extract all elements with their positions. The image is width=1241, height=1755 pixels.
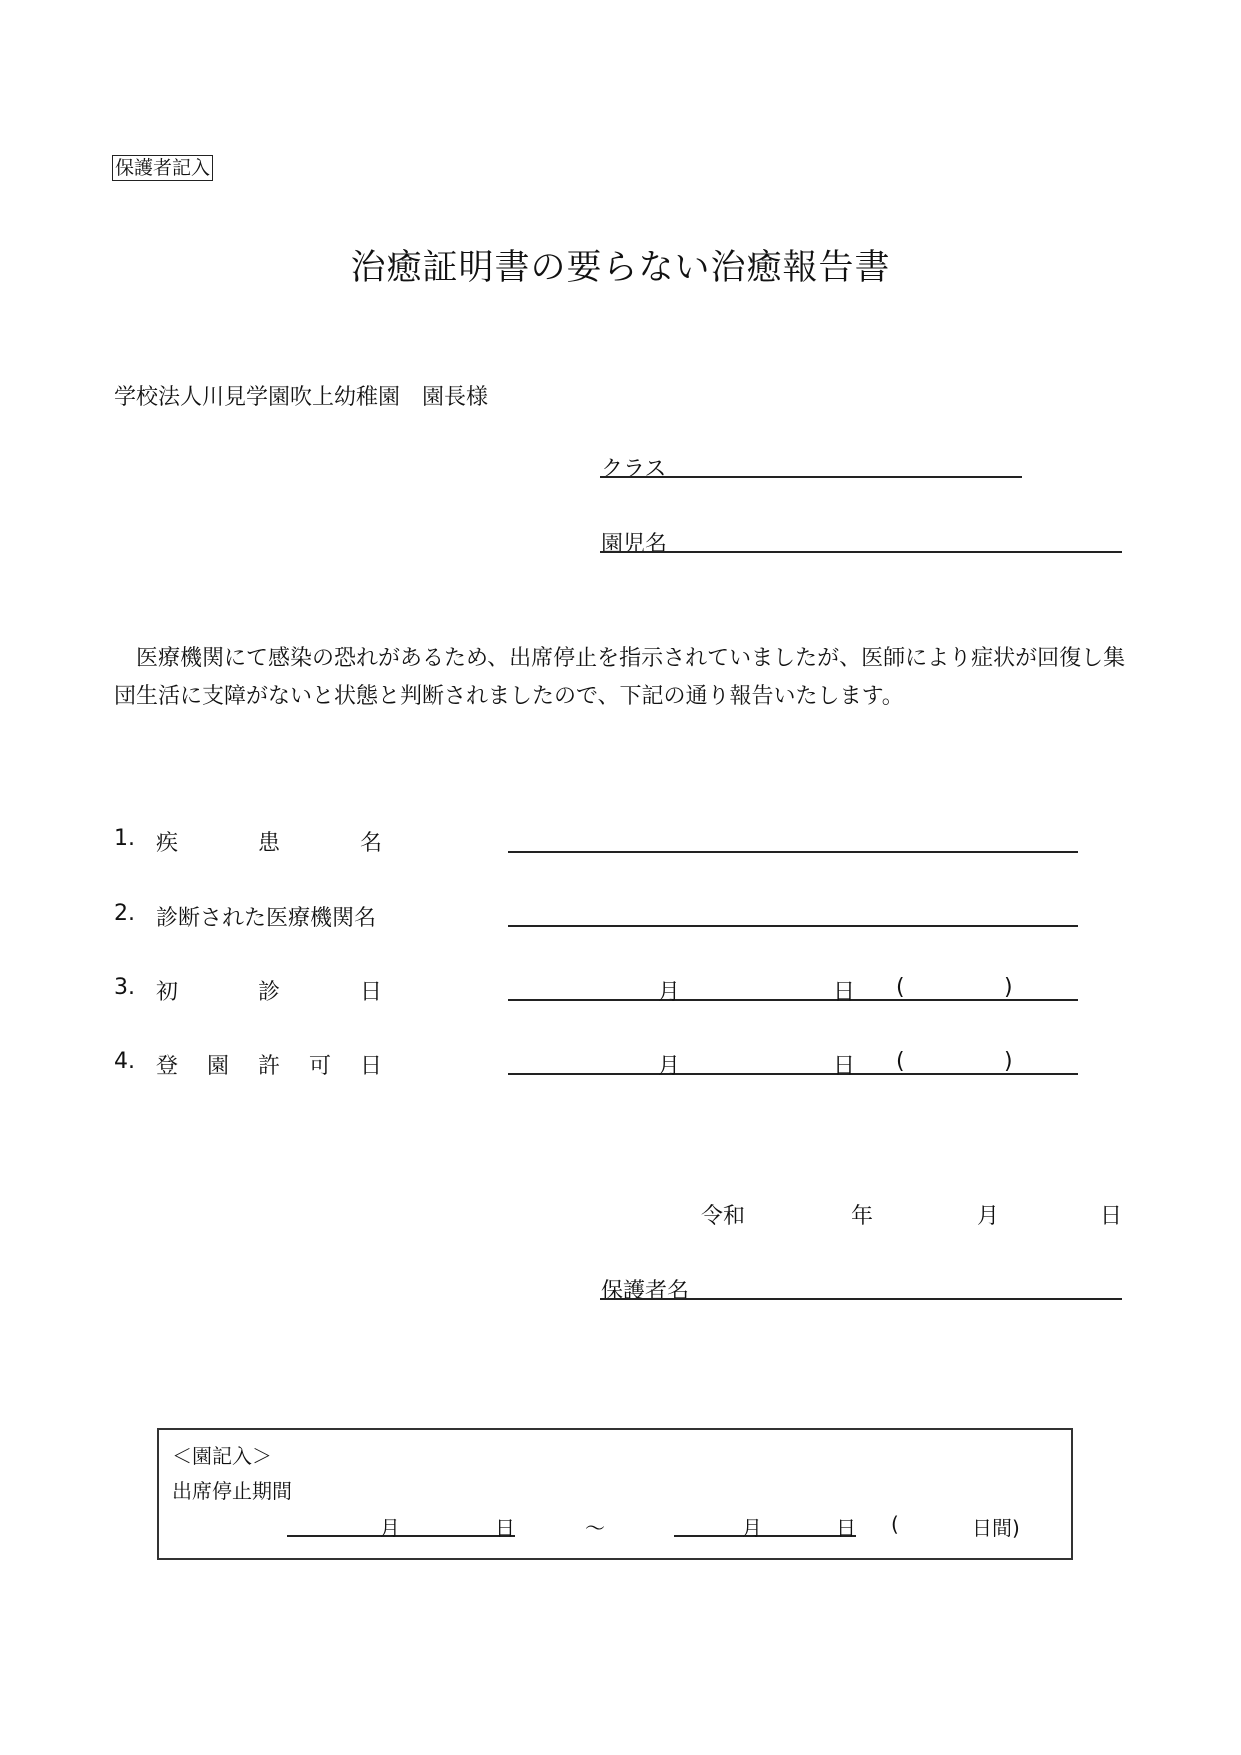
item-4-label-char: 許 [258,1054,281,1079]
guardian-name-input-line[interactable] [600,1298,1122,1300]
date-month-label: 月 [977,1204,1000,1229]
date-day-label: 日 [1100,1204,1123,1229]
page-title: 治癒証明書の要らない治癒報告書 [350,248,891,288]
date-era-label: 令和 [701,1204,746,1229]
suspension-end-month: 月 [742,1516,762,1540]
item-4-label-char: 可 [309,1054,332,1079]
item-1-label-char: 患 [258,831,281,856]
school-entry-box [157,1428,1073,1560]
suspension-period-label: 出席停止期間 [172,1479,292,1503]
date-year-label: 年 [851,1204,874,1229]
item-3-label-char: 初 [156,980,179,1005]
item-1-number: 1. [114,826,135,851]
child-name-label: 園児名 [601,532,668,557]
child-name-input-line[interactable] [600,551,1122,553]
body-paragraph: 医療機関にて感染の恐れがあるため、出席停止を指示されていましたが、医師により症状が回復し集団生活に支障がないと状態と判断されましたので、下記の通り報告いたします。 [114,646,1126,709]
item-1-label-char: 疾 [156,831,179,856]
attendance-permit-date-input-line[interactable] [508,1073,1078,1075]
school-entry-heading: ＜園記入＞ [172,1444,272,1468]
medical-institution-input-line[interactable] [508,925,1078,927]
suspension-start-month: 月 [380,1516,400,1540]
guardian-entry-tag: 保護者記入 [112,155,213,181]
guardian-name-label: 保護者名 [601,1279,690,1304]
first-visit-day-label: 日 [833,980,856,1005]
permit-paren-open: ( [896,1049,905,1074]
first-visit-paren-open: ( [896,975,905,1000]
class-label: クラス [601,457,667,482]
addressee: 学校法人川見学園吹上幼稚園 園長様 [114,385,489,410]
item-4-label-char: 日 [360,1054,383,1079]
suspension-start-input-line[interactable] [287,1535,515,1537]
days-count-label: 日間) [972,1516,1020,1540]
item-4-label-char: 園 [207,1054,230,1079]
suspension-start-day: 日 [495,1516,515,1540]
item-3-number: 3. [114,975,135,1000]
item-2-number: 2. [114,901,135,926]
first-visit-month-label: 月 [658,980,681,1005]
days-paren-open: ( [891,1512,899,1536]
item-3-label-char: 日 [360,980,383,1005]
suspension-end-day: 日 [836,1516,856,1540]
item-4-label-char: 登 [156,1054,179,1079]
suspension-end-input-line[interactable] [674,1535,856,1537]
permit-month-label: 月 [658,1054,681,1079]
first-visit-paren-close: ) [1004,975,1013,1000]
item-3-label-char: 診 [258,980,281,1005]
first-visit-date-input-line[interactable] [508,999,1078,1001]
disease-name-input-line[interactable] [508,851,1078,853]
permit-paren-close: ) [1004,1049,1013,1074]
permit-day-label: 日 [833,1054,856,1079]
item-4-number: 4. [114,1049,135,1074]
class-input-line[interactable] [600,476,1022,478]
item-2-label: 診断された医療機関名 [156,906,377,931]
item-1-label-char: 名 [360,831,383,856]
period-tilde: ～ [585,1516,605,1540]
